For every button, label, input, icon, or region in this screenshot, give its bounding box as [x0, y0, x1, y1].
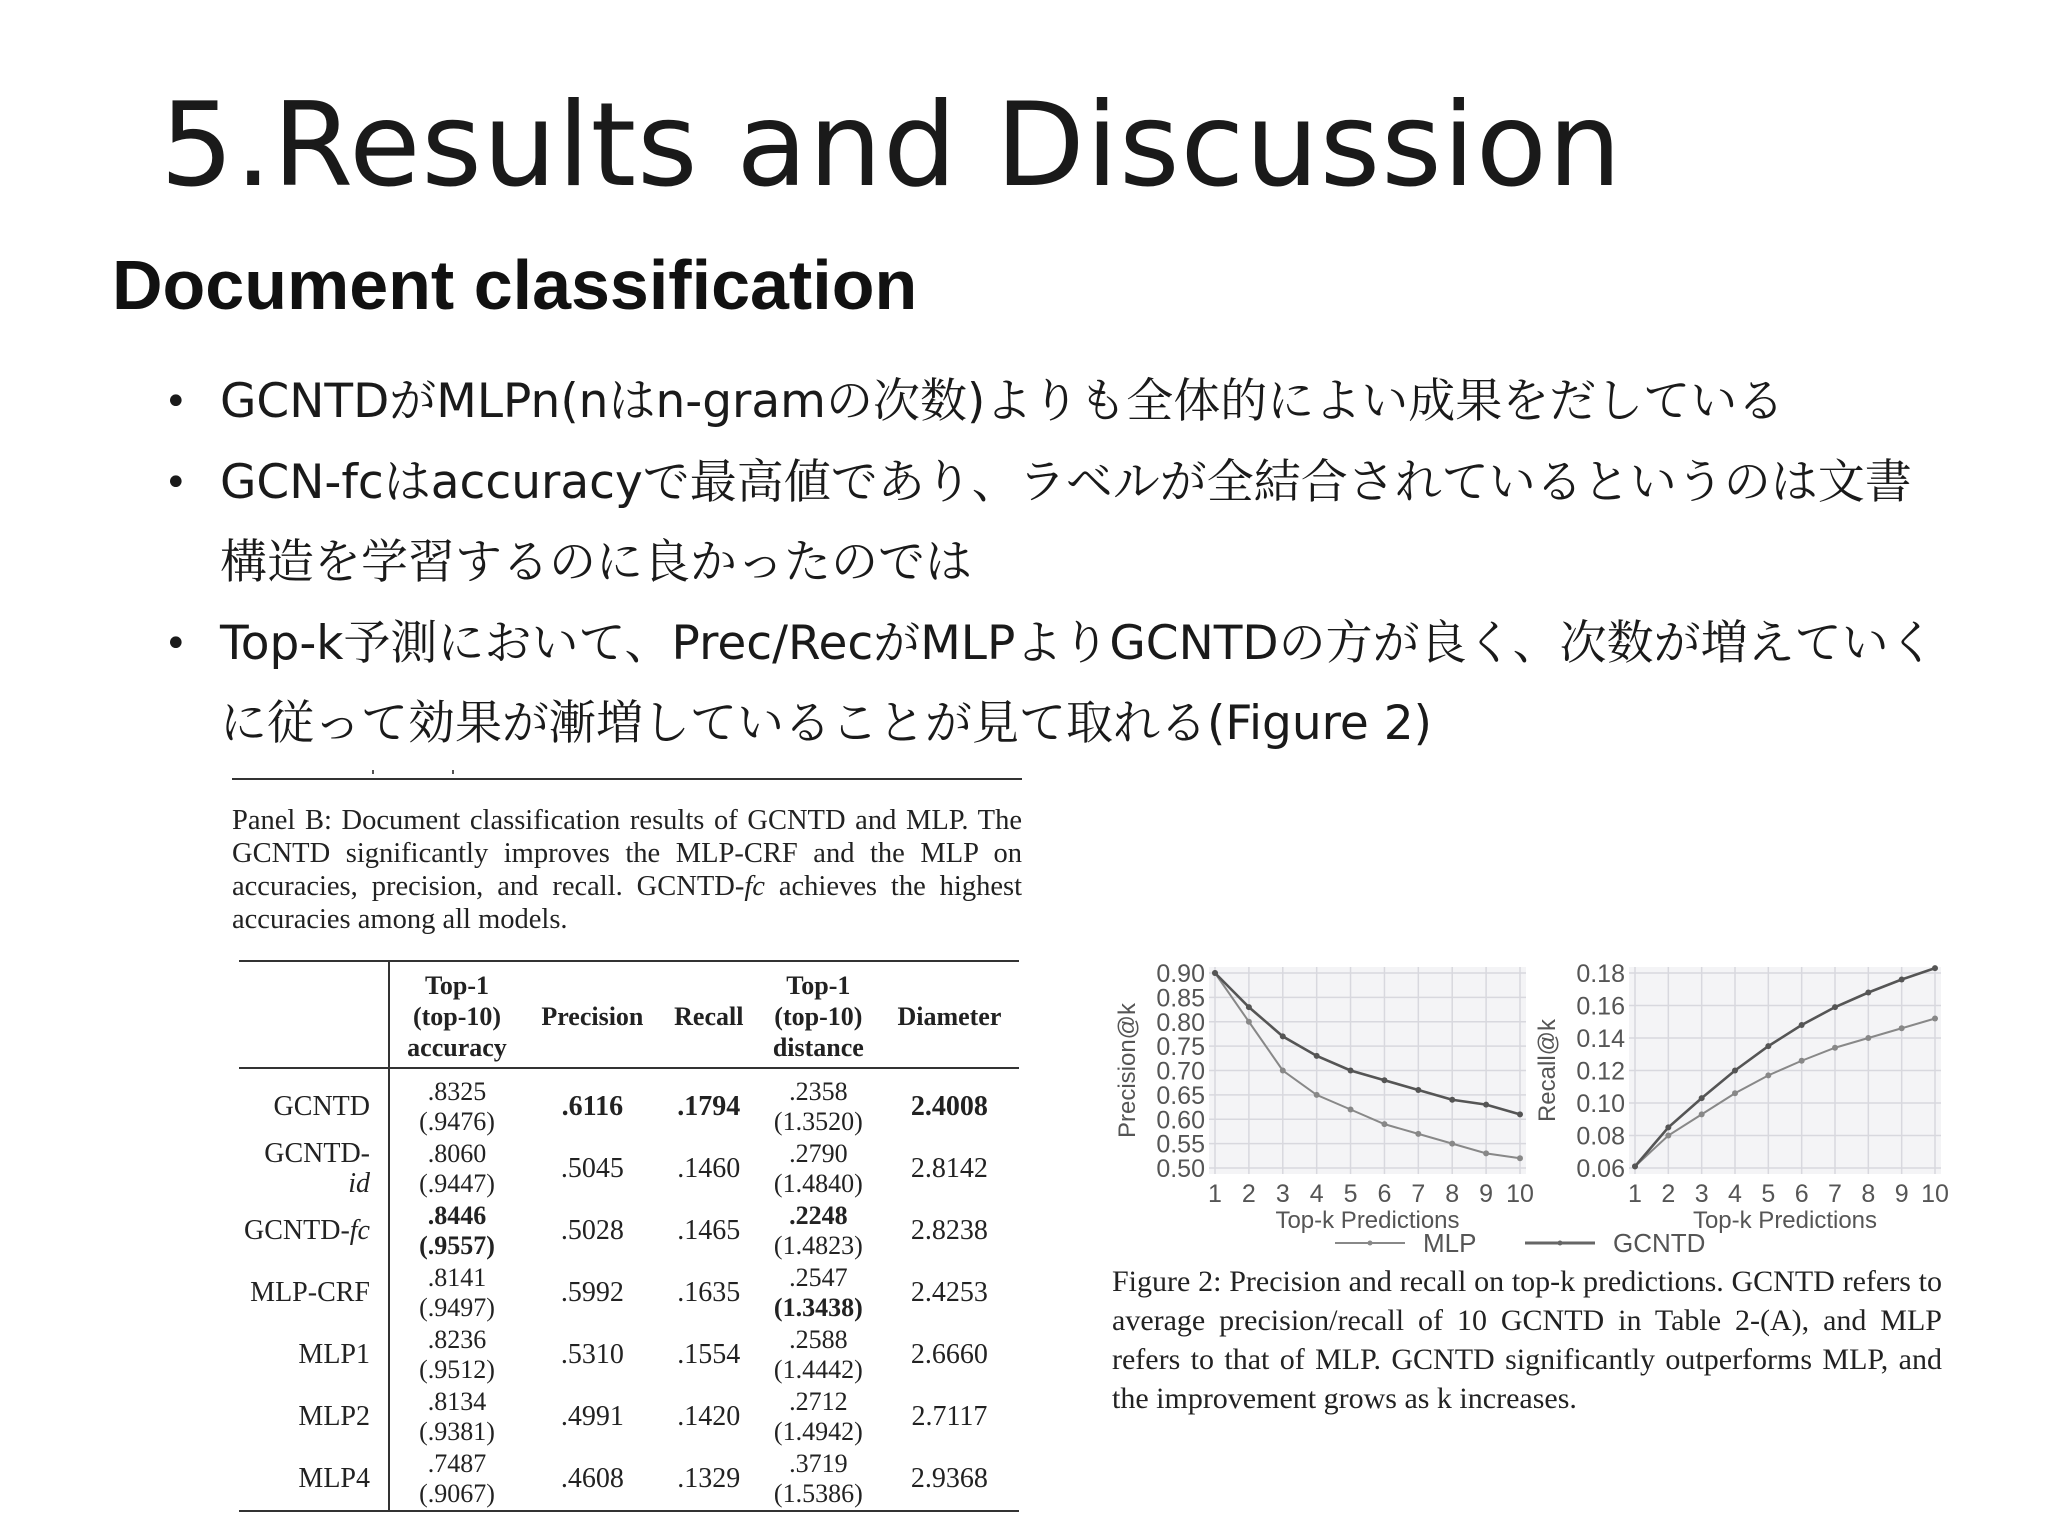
y-tick-label: 0.75 [1156, 1033, 1205, 1062]
data-point-mlp [1832, 1045, 1838, 1051]
results-table [239, 960, 1019, 1512]
y-tick-label: 0.55 [1156, 1130, 1205, 1159]
cell-diameter: 2.6660 [910, 1339, 988, 1370]
header-recall: Recall [674, 1002, 744, 1031]
panel-caption [232, 804, 1022, 936]
bullet-list [160, 362, 1950, 765]
cell-distance: .2588 (1.4442) [773, 1325, 863, 1384]
precision-chart [1114, 960, 1534, 1234]
cell-accuracy: .8446 (.9557) [419, 1201, 495, 1260]
x-tick-label: 6 [1377, 1180, 1392, 1208]
cell-distance: .3719 (1.5386) [773, 1449, 863, 1508]
cell-accuracy: .8134 (.9381) [419, 1387, 495, 1446]
y-tick-label: 0.90 [1156, 960, 1205, 988]
header-accuracy [389, 961, 524, 1068]
cell-diameter: 2.9368 [910, 1463, 988, 1494]
cell-recall: .1794 [677, 1091, 741, 1122]
y-tick-label: 0.60 [1156, 1106, 1205, 1135]
x-tick-label: 3 [1694, 1180, 1709, 1208]
header-line: Top-1 [424, 971, 490, 1000]
data-point-gcntd [1348, 1068, 1354, 1074]
legend-mlp-label: MLP [1423, 1228, 1477, 1258]
cut-mark [452, 770, 454, 774]
cell-accuracy: .8141 (.9497) [419, 1263, 495, 1322]
data-point-gcntd [1699, 1095, 1705, 1101]
data-point-gcntd [1865, 990, 1871, 996]
data-point-gcntd [1665, 1124, 1671, 1130]
x-tick-label: 4 [1728, 1180, 1742, 1208]
panel-caption-text: Panel B: Document classification results of GCNTD and MLP. The GCNTD significantly improves the MLP-CRF and the MLP on accuracies, precision, and recall. GCNTD- [232, 805, 1022, 902]
panel-top-rule [232, 778, 1022, 780]
cell-precision: .5310 [560, 1339, 624, 1370]
table-row [239, 1448, 1019, 1511]
data-point-gcntd [1314, 1053, 1320, 1059]
legend-mlp-marker [1368, 1241, 1373, 1246]
data-point-mlp [1799, 1058, 1805, 1064]
data-point-gcntd [1246, 1004, 1252, 1010]
data-point-mlp [1381, 1121, 1387, 1127]
panel-caption-text: achieves the highest accuracies among all models. [232, 871, 1022, 935]
y-tick-label: 0.10 [1576, 1090, 1625, 1118]
cell-precision: .6116 [561, 1091, 624, 1122]
y-tick-label: 0.65 [1156, 1081, 1205, 1110]
data-point-mlp [1665, 1133, 1671, 1139]
data-point-gcntd [1632, 1163, 1638, 1169]
y-axis-label: Precision@k [1114, 1002, 1141, 1139]
header-distance [757, 961, 880, 1068]
y-tick-label: 0.16 [1576, 992, 1625, 1021]
x-tick-label: 4 [1309, 1180, 1324, 1208]
y-tick-label: 0.18 [1576, 960, 1625, 988]
cell-accuracy: .8060 (.9447) [419, 1139, 495, 1198]
data-point-mlp [1246, 1019, 1252, 1025]
x-tick-label: 1 [1628, 1180, 1642, 1208]
x-tick-label: 1 [1208, 1180, 1222, 1208]
header-line: (top-10) [412, 1002, 502, 1031]
data-point-mlp [1483, 1150, 1489, 1156]
data-point-mlp [1765, 1072, 1771, 1078]
y-tick-label: 0.80 [1156, 1008, 1205, 1037]
cell-precision: .4608 [560, 1463, 624, 1494]
figure-caption: Figure 2: Precision and recall on top-k predictions. GCNTD refers to average precision/recall of 10 GCNTD in Table 2-(A), and MLP refers to that of MLP. GCNTD significantly outperforms MLP, and the improvement grows as k increases. [1112, 1265, 1942, 1415]
x-axis-label: Top-k Predictions [1692, 1207, 1878, 1234]
cell-distance: .2358 (1.3520) [773, 1077, 863, 1136]
cell-accuracy: .7487 (.9067) [419, 1449, 495, 1508]
cell-accuracy: .8325 (.9476) [419, 1077, 495, 1136]
cell-diameter: 2.4253 [910, 1277, 988, 1308]
cell-model: GCNTD [239, 1068, 389, 1138]
data-point-gcntd [1732, 1068, 1738, 1074]
cell-precision: .5028 [560, 1215, 624, 1246]
panel-caption-italic: fc [744, 871, 765, 902]
bullet-item: • Top-k予測において、Prec/RecがMLPよりGCNTDの方が良く、次数が増えていくに従って効果が漸増していることが見て取れる(Figure 2) [160, 604, 1950, 764]
header-precision: Precision [541, 1002, 644, 1031]
y-tick-label: 0.14 [1576, 1025, 1625, 1053]
cell-diameter: 2.7117 [911, 1401, 988, 1432]
data-point-mlp [1348, 1107, 1354, 1113]
data-point-gcntd [1212, 970, 1218, 976]
cell-distance: .2547 (1.3438) [773, 1263, 863, 1322]
data-point-mlp [1732, 1090, 1738, 1096]
slide-title: 5.Results and Discussion [160, 78, 1623, 213]
data-point-gcntd [1932, 965, 1938, 971]
table-row [239, 1200, 1019, 1262]
cell-precision: .4991 [560, 1401, 624, 1432]
data-point-gcntd [1765, 1043, 1771, 1049]
x-tick-label: 8 [1445, 1180, 1460, 1208]
cell-model: MLP4 [239, 1448, 389, 1511]
x-axis-label: Top-k Predictions [1275, 1207, 1460, 1234]
x-tick-label: 6 [1794, 1180, 1809, 1208]
data-point-gcntd [1381, 1077, 1387, 1083]
data-point-mlp [1699, 1111, 1705, 1117]
x-tick-label: 2 [1241, 1180, 1256, 1208]
cell-model: GCNTD-fc [239, 1200, 389, 1262]
cell-model: MLP1 [239, 1324, 389, 1386]
y-tick-label: 0.12 [1576, 1057, 1625, 1086]
cell-accuracy: .8236 (.9512) [419, 1325, 495, 1384]
table-row [239, 1324, 1019, 1386]
data-point-gcntd [1899, 977, 1905, 983]
y-tick-label: 0.50 [1156, 1155, 1205, 1183]
x-tick-label: 10 [1921, 1180, 1949, 1208]
cell-model: GCNTD-id [239, 1138, 389, 1200]
data-point-mlp [1449, 1141, 1455, 1147]
cell-recall: .1420 [677, 1401, 741, 1432]
x-tick-label: 3 [1275, 1180, 1290, 1208]
bullet-item: • GCN-fcはaccuracyで最高値であり、ラベルが全結合されているというのは文書構造を学習するのに良かったのでは [160, 443, 1950, 603]
header-line: (top-10) [774, 1002, 863, 1031]
cell-precision: .5992 [560, 1277, 624, 1308]
data-point-mlp [1314, 1092, 1320, 1098]
cell-recall: .1635 [677, 1277, 741, 1308]
data-point-gcntd [1483, 1102, 1489, 1108]
data-point-mlp [1932, 1016, 1938, 1022]
figure-2 [1105, 960, 1949, 1273]
table-row [239, 1386, 1019, 1448]
legend-gcntd-label: GCNTD [1613, 1228, 1706, 1258]
cell-model: MLP2 [239, 1386, 389, 1448]
table-row [239, 1138, 1019, 1200]
data-point-mlp [1280, 1068, 1286, 1074]
y-tick-label: 0.70 [1156, 1057, 1205, 1086]
cell-diameter: 2.8142 [910, 1153, 988, 1184]
recall-chart [1534, 960, 1949, 1234]
cell-model: MLP-CRF [239, 1262, 389, 1324]
cell-recall: .1465 [677, 1215, 741, 1246]
data-point-mlp [1899, 1025, 1905, 1031]
data-point-gcntd [1449, 1097, 1455, 1103]
x-tick-label: 9 [1479, 1180, 1494, 1208]
cell-recall: .1329 [677, 1463, 741, 1494]
cell-diameter: 2.8238 [910, 1215, 988, 1246]
y-tick-label: 0.08 [1576, 1122, 1625, 1151]
x-tick-label: 7 [1411, 1180, 1426, 1208]
x-tick-label: 2 [1661, 1180, 1676, 1208]
slide-subtitle: Document classification [112, 246, 918, 324]
legend-gcntd-marker [1558, 1241, 1563, 1246]
x-tick-label: 7 [1828, 1180, 1842, 1208]
x-tick-label: 5 [1343, 1180, 1358, 1208]
header-model [239, 961, 389, 1068]
cell-recall: .1460 [677, 1153, 741, 1184]
figure-2-charts [1105, 960, 1949, 1273]
x-tick-label: 10 [1506, 1180, 1534, 1208]
data-point-mlp [1415, 1131, 1421, 1137]
cell-distance: .2790 (1.4840) [773, 1139, 863, 1198]
header-line: distance [772, 1033, 864, 1062]
x-tick-label: 9 [1894, 1180, 1909, 1208]
cell-distance: .2248 (1.4823) [773, 1201, 863, 1260]
data-point-gcntd [1517, 1111, 1523, 1117]
panel-cut-marks [232, 770, 1022, 778]
table-header-row [239, 961, 1019, 1068]
data-point-mlp [1517, 1155, 1523, 1161]
cell-diameter: 2.4008 [910, 1091, 988, 1122]
x-tick-label: 5 [1761, 1180, 1776, 1208]
y-tick-label: 0.85 [1156, 984, 1205, 1013]
table-row [239, 1262, 1019, 1324]
cell-precision: .5045 [560, 1153, 624, 1184]
cell-recall: .1554 [677, 1339, 741, 1370]
bullet-item: • GCNTDがMLPn(nはn-gramの次数)よりも全体的によい成果をだしている [160, 362, 1950, 442]
header-line: accuracy [407, 1033, 507, 1062]
table-row [239, 1068, 1019, 1138]
data-point-gcntd [1280, 1033, 1286, 1039]
cell-distance: .2712 (1.4942) [773, 1387, 863, 1446]
data-point-gcntd [1799, 1022, 1805, 1028]
data-point-gcntd [1832, 1004, 1838, 1010]
results-panel [232, 778, 1022, 1512]
header-line: Top-1 [786, 971, 851, 1000]
cut-mark [372, 770, 374, 774]
y-axis-label: Recall@k [1534, 1018, 1561, 1123]
header-diameter: Diameter [897, 1002, 1002, 1031]
data-point-gcntd [1415, 1087, 1421, 1093]
data-point-mlp [1865, 1035, 1871, 1041]
y-tick-label: 0.06 [1576, 1155, 1625, 1183]
x-tick-label: 8 [1861, 1180, 1876, 1208]
